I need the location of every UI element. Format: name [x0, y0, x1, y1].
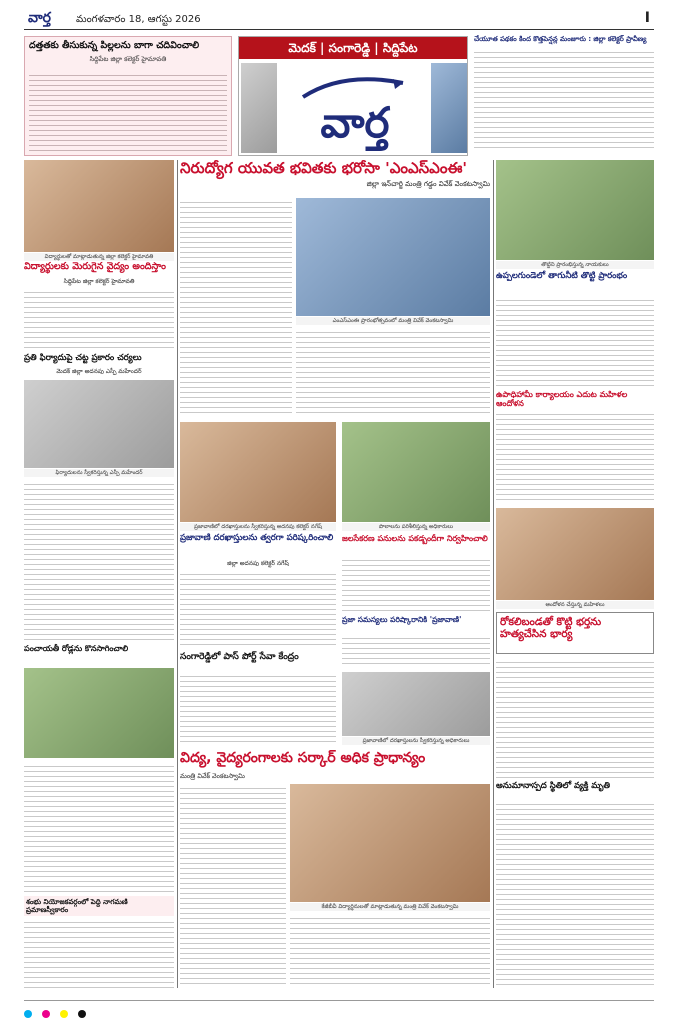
story-adoption-headline: దత్తతకు తీసుకున్న పిల్లలను బాగా చదివించాలి — [29, 40, 200, 51]
water-headline: ఉప్పలగుండెలో తాగునీటి తొట్టి ప్రారంభం — [496, 271, 628, 281]
photo-prajavani-left — [24, 380, 174, 468]
caption-field: పొలాలను పరిశీలిస్తున్న అధికారులు — [342, 523, 490, 531]
education-headline: విద్య, వైద్యరంగాలకు సర్కార్ అధిక ప్రాధాన్యం — [180, 750, 426, 766]
passport-body — [180, 672, 336, 744]
prajavani-mid-body — [180, 570, 336, 648]
dot-magenta-icon — [42, 1010, 50, 1018]
masthead — [24, 8, 654, 30]
photo-education — [290, 784, 490, 902]
registration-marks — [24, 1000, 654, 1012]
caption-education: కేజీబీవీ విద్యార్థినులతో మాట్లాడుతున్న మంత్రి వివేక్ వెంకటస్వామి — [290, 903, 490, 911]
custody-body — [496, 800, 654, 988]
caption-students: విద్యార్థులతో మాట్లాడుతున్న జిల్లా కలెక్టర్ హైమావతి — [24, 253, 174, 261]
page-number: I — [644, 10, 650, 26]
photo-main — [296, 198, 490, 316]
murder-body — [496, 658, 654, 778]
banner-photo-left — [241, 63, 277, 153]
panchayat-headline: పంచాయతీ రోడ్లను కొనసాగించాలి — [24, 644, 129, 653]
dot-cyan-icon — [24, 1010, 32, 1018]
bottom-left-body — [24, 918, 174, 988]
story-pensions — [474, 36, 654, 161]
students-headline: విద్యార్థులకు మెరుగైన వైద్యం అందిస్తాం — [24, 261, 166, 272]
story-pensions-headline: చేయూత పథకం కింద కొత్తపెన్షన్ల మంజూరు : జిల్లా కలెక్టర్ ప్రావీణ్య — [474, 35, 647, 43]
main-headline-block — [180, 160, 490, 194]
murder-headline: రోకలిబండతో కొట్టి భర్తను హత్యచేసిన భార్య — [500, 616, 602, 641]
masthead-date: మంగళవారం 18, ఆగస్టు 2026 — [76, 14, 201, 25]
main-headline-sub: జిల్లా ఇన్‌చార్జి మంత్రి గడ్డం వివేక్ వెంకటస్వామి — [366, 180, 490, 189]
sand-body — [496, 410, 654, 504]
story-murder — [496, 612, 654, 654]
story-adoption — [24, 36, 232, 156]
sand-headline: ఉపాధిహామీ కార్యాలయం ఎదుట మహిళల ఆందోళన — [496, 390, 628, 409]
edition-banner-strip: మెదక్ | సంగారెడ్డి | సిద్దిపేట — [239, 37, 467, 59]
photo-prajavani-right — [342, 672, 490, 736]
newspaper-logo — [283, 65, 427, 153]
caption-water: తొట్టిని ప్రారంభిస్తున్న నాయకులు — [496, 261, 654, 269]
prajavani-left-headline: ప్రతి ఫిర్యాదుపై చట్ట ప్రకారం చర్యలు — [24, 353, 142, 363]
students-byline: సిద్దిపేట జిల్లా కలెక్టర్ హైమావతి — [63, 278, 135, 285]
photo-prajavani-mid — [180, 422, 336, 522]
edition-banner — [238, 36, 468, 156]
prajavani-right-headline: ప్రజా సమస్యలు పరిష్కారానికి 'ప్రజావాణి' — [342, 615, 462, 624]
story-adoption-body — [29, 71, 227, 153]
education-byline: మంత్రి వివేక్ వెంకటస్వామి — [180, 772, 245, 780]
photo-panchayat — [24, 668, 174, 758]
jalsamithi-headline: జలసేకరణ పనులను పకడ్బందీగా నిర్వహించాలి — [342, 534, 488, 543]
bottom-left-headline: శంభు నియోజకవర్గంలో పెద్ది నాగమణి ప్రమాణస్వీకారం — [24, 896, 174, 916]
story-pensions-body — [474, 48, 654, 148]
photo-field — [342, 422, 490, 522]
caption-protest: ఆందోళన చేస్తున్న మహిళలు — [496, 601, 654, 609]
panchayat-body — [24, 762, 174, 892]
masthead-paper-name: వార్త — [28, 10, 51, 26]
prajavani-left-byline: మెదక్ జిల్లా అదనపు ఎస్పీ మహేందర్ — [56, 368, 142, 375]
water-body — [496, 296, 654, 386]
dot-black-icon — [78, 1010, 86, 1018]
students-body — [24, 288, 174, 350]
column-rule-1 — [177, 160, 178, 988]
prajavani-left-body — [24, 480, 174, 640]
photo-protest — [496, 508, 654, 600]
jalsamithi-body — [342, 556, 490, 612]
caption-prajavani-right: ప్రజావాణిలో దరఖాస్తులను స్వీకరిస్తున్న అధికారులు — [342, 737, 490, 745]
main-story-body-2 — [296, 328, 490, 416]
column-rule-2 — [493, 160, 494, 988]
main-headline: నిరుద్యోగ యువత భవితకు భరోసా 'ఎంఎస్ఎంఈ' — [180, 159, 467, 177]
caption-main: ఎంఎస్ఎంఈ ప్రారంభోత్సవంలో మంత్రి వివేక్ వెంకటస్వామి — [296, 317, 490, 325]
caption-prajavani-left: ఫిర్యాదులను స్వీకరిస్తున్న ఎస్పీ మహేందర్ — [24, 469, 174, 477]
dot-yellow-icon — [60, 1010, 68, 1018]
education-body — [180, 784, 286, 988]
passport-headline: సంగారెడ్డిలో పాస్ పోర్ట్ సేవా కేంద్రం — [180, 652, 299, 662]
photo-students — [24, 160, 174, 252]
logo-wordmark: వార్త — [320, 98, 390, 147]
main-story-body — [180, 198, 292, 416]
banner-photo-right — [431, 63, 467, 153]
custody-headline: అనుమానాస్పద స్థితిలో వ్యక్తి మృతి — [496, 781, 611, 791]
story-adoption-byline: సిద్దిపేట జిల్లా కలెక్టర్ హైమావతి — [89, 54, 167, 63]
prajavani-mid-headline: ప్రజావాణి దరఖాస్తులను త్వరగా పరిష్కరించాలి — [180, 533, 334, 543]
caption-prajavani-mid: ప్రజావాణిలో దరఖాస్తులను స్వీకరిస్తున్న అదనపు కలెక్టర్ నగేష్ — [180, 523, 336, 531]
photo-water — [496, 160, 654, 260]
education-body-2 — [290, 914, 490, 988]
prajavani-mid-byline: జిల్లా అదనపు కలెక్టర్ నగేష్ — [227, 560, 289, 567]
prajavani-right-body — [342, 634, 490, 668]
